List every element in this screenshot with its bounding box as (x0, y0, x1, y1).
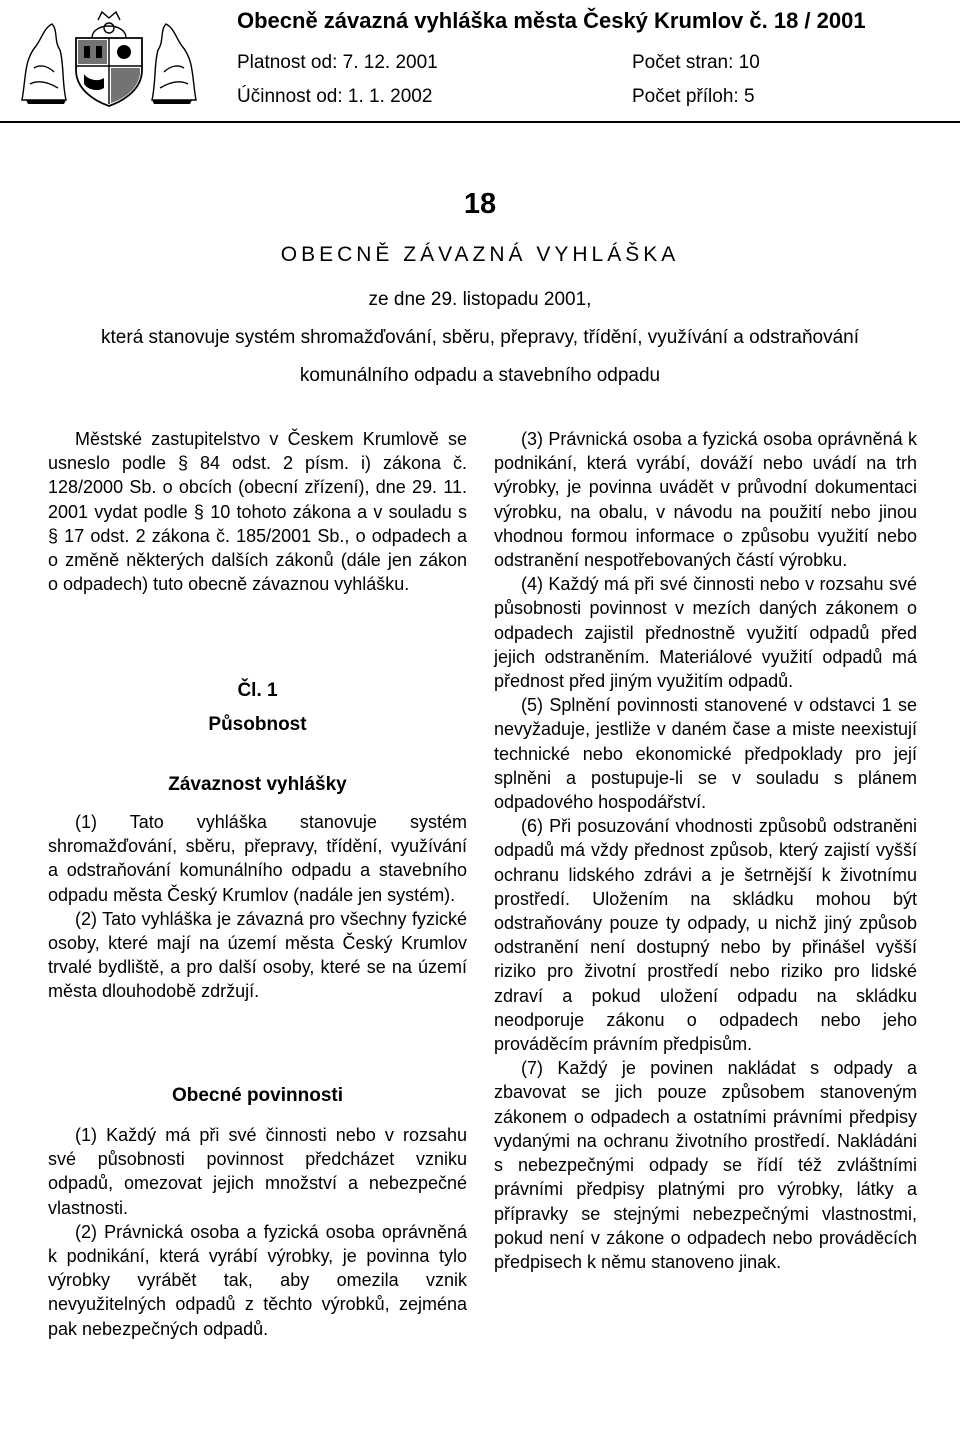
paragraph-zavaznost-2: (2) Tato vyhláška je závazná pro všechny fyzické osoby, které mají na území města Český Krumlov trvalé bydliště, a pro další osoby, které se na území města dlouhodobě zdržují. (48, 908, 467, 1002)
paragraph-povinnosti-6: (6) Při posuzování vhodnosti způsobů odstraněni odpadů má vždy přednost způsob, který zajistí vyšší ochranu lidského zdrávi a je šetrnější k životnímu prostředí. Uložením na skládku mohou být odstraňovány pouze ty odpady, u nichž jiný způsob odstranění není dostupný nebo by přinášel vyšší riziko pro životní prostředí nebo riziko pro lidské zdraví a pokud uložení odpadu na skládku neodporuje zákonu o odpadech nebo jeho prováděcím právním předpisům. (494, 816, 917, 1055)
paragraph-povinnosti-3: (3) Právnická osoba a fyzická osoba oprávněná k podnikání, která vyrábí, dováží nebo uvádí na trh výrobky, je povinna uvádět v průvodní dokumentaci výrobku, na obalu, v návodu na použití nebo jinou vhodnou formou informace o způsobu využití nebo odstranění nespotřebovaných částí výrobku. (494, 429, 917, 571)
header-row-effect (237, 86, 957, 108)
intro-paragraph (48, 427, 467, 596)
section-obecne-povinnosti-body (48, 1123, 467, 1341)
paragraph-povinnosti-7: (7) Každý je povinen nakládat s odpady a zbavovat se jich pouze způsobem stanoveným zákonem o odpadech a ostatními právními předpisy vydanými na ochranu životního prostředí. Nakládáni s nebezpečnými odpady se řídí též zvláštními právními předpisy platnými pro výrobky, látky a přípravky se stejnými nebezpečnými vlastnostmi, pokud není v zákone o odpadech nebo prováděcích předpisech k němu stanoveno jinak. (494, 1058, 917, 1272)
document-date: ze dne 29. listopadu 2001, (368, 289, 592, 310)
attachment-count: Počet příloh: 5 (632, 86, 755, 107)
article-title: Působnost (208, 714, 307, 735)
paragraph-povinnosti-1: (1) Každý má při své činnosti nebo v rozsahu své působnosti povinnost předcházet vzniku odpadů, omezovat jejich množství a nebezpečné vlastnosti. (48, 1125, 467, 1218)
header-divider (0, 121, 960, 123)
article-number: Čl. 1 (237, 680, 278, 701)
intro-text: Městské zastupitelstvo v Českem Krumlově se usneslo podle § 84 odst. 2 písm. i) zákona č. 128/2000 Sb. o obcích (obecní zřízení), dne 29. 11. 2001 vydat podle § 10 tohoto zákona a v souladu s § 17 odst. 2 zákona č. 185/2001 Sb., o odpadech a o změně některých dalších zákonů (dále jen zákon o odpadech) tuto obecně závaznou vyhlášku. (48, 429, 467, 595)
section-title-zavaznost: Závaznost vyhlášky (168, 774, 347, 795)
right-column (494, 427, 917, 1274)
page-count: Počet stran: 10 (632, 52, 760, 73)
paragraph-povinnosti-2: (2) Právnická osoba a fyzická osoba oprávněná k podnikání, která vyrábí výrobky, je povinna tylo výrobky vyrábět tak, aby omezila vznik nevyužitelných odpadů z těchto výrobků, zejména pak nebezpečných odpadů. (48, 1221, 467, 1339)
section-zavaznost-body (48, 810, 467, 1004)
document-kind: OBECNĚ ZÁVAZNÁ VYHLÁŠKA (280, 243, 680, 266)
document-caption-line-2: komunálního odpadu a stavebního odpadu (299, 365, 661, 386)
section-title-obecne-povinnosti: Obecné povinnosti (171, 1085, 344, 1106)
validity-date: Platnost od: 7. 12. 2001 (237, 52, 438, 73)
effective-date: Účinnost od: 1. 1. 2002 (237, 86, 433, 107)
paragraph-zavaznost-1: (1) Tato vyhláška stanovuje systém shromažďování, sběru, přepravy, třídění, využívání a odstraňování komunálního odpadu a stavebního odpadu města Český Krumlov (nadále jen systém). (48, 812, 467, 905)
document-caption-line-1: která stanovuje systém shromažďování, sběru, přepravy, třídění, využívání a odstraňování (101, 327, 859, 348)
document-number: 18 (463, 188, 497, 220)
header-title: Obecně závazná vyhláška města Český Krumlov č. 18 / 2001 (237, 8, 866, 33)
city-crest-logo (14, 8, 204, 108)
paragraph-povinnosti-5: (5) Splnění povinnosti stanovené v odstavci 1 se nevyžaduje, jestliže v daném čase a miste neexistují technické nebo ekonomické předpoklady pro její splněni a postupuje-li se v souladu s plánem odpadového hospodářství. (494, 695, 917, 813)
paragraph-povinnosti-4: (4) Každý má při své činnosti nebo v rozsahu své působnosti povinnost v mezích daných zákonem o odpadech zajistil přednostně využití odpadů před jejich odstraněním. Materiálové využití odpadů má přednost před jiným využitím odpadů. (494, 574, 917, 692)
header-row-validity (237, 52, 957, 74)
